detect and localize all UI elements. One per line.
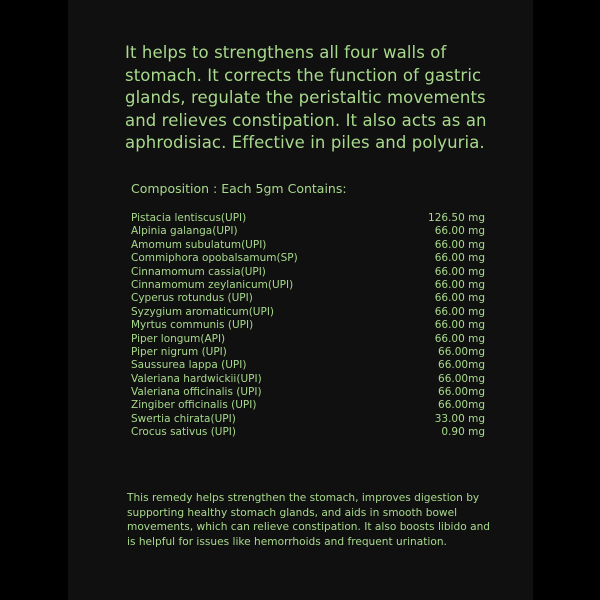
ingredient-row xyxy=(131,319,485,332)
ingredient-row xyxy=(131,359,485,372)
ingredient-quantity: 66.00mg xyxy=(438,359,485,372)
ingredient-name: Alpinia galanga(UPI) xyxy=(131,225,238,238)
ingredient-row xyxy=(131,346,485,359)
ingredient-name: Valeriana officinalis (UPI) xyxy=(131,386,262,399)
ingredient-name: Valeriana hardwickii(UPI) xyxy=(131,372,262,385)
ingredient-quantity: 66.00 mg xyxy=(434,238,485,251)
ingredient-row xyxy=(131,413,485,426)
ingredient-name: Crocus sativus (UPI) xyxy=(131,426,236,439)
ingredient-name: Swertia chirata(UPI) xyxy=(131,412,236,425)
ingredient-quantity: 33.00 mg xyxy=(434,412,485,425)
ingredient-quantity: 66.00mg xyxy=(438,386,485,399)
composition-heading: Composition : Each 5gm Contains: xyxy=(131,181,347,196)
ingredient-quantity: 0.90 mg xyxy=(441,426,485,439)
ingredient-name: Syzygium aromaticum(UPI) xyxy=(131,305,275,318)
ingredient-row xyxy=(131,252,485,265)
ingredient-row xyxy=(131,279,485,292)
ingredient-quantity: 66.00mg xyxy=(438,399,485,412)
ingredient-quantity: 66.00 mg xyxy=(434,225,485,238)
ingredient-name: Zingiber officinalis (UPI) xyxy=(131,399,257,412)
ingredient-quantity: 66.00 mg xyxy=(434,305,485,318)
ingredient-quantity: 66.00 mg xyxy=(434,319,485,332)
ingredient-name: Piper nigrum (UPI) xyxy=(131,345,227,358)
ingredient-quantity: 66.00 mg xyxy=(434,252,485,265)
intro-paragraph: It helps to strengthens all four walls of stomach. It corrects the function of gastric glands, regulate the peristaltic movements and relieves constipation. It also acts as an aphrodisiac. Effective in piles and polyuria. xyxy=(125,43,487,152)
ingredient-row xyxy=(131,333,485,346)
ingredient-row xyxy=(131,373,485,386)
ingredient-name: Cinnamomum cassia(UPI) xyxy=(131,265,266,278)
ingredient-name: Saussurea lappa (UPI) xyxy=(131,359,247,372)
ingredient-quantity: 66.00 mg xyxy=(434,265,485,278)
ingredient-quantity: 66.00 mg xyxy=(434,292,485,305)
ingredient-name: Amomum subulatum(UPI) xyxy=(131,238,267,251)
ingredient-quantity: 66.00mg xyxy=(438,345,485,358)
ingredient-row xyxy=(131,306,485,319)
ingredient-list xyxy=(131,212,485,440)
ingredient-name: Pistacia lentiscus(UPI) xyxy=(131,212,247,224)
summary-paragraph: This remedy helps strengthen the stomach, improves digestion by supporting healthy stomach glands, and aids in smooth bowel movements, which can relieve constipation. It also boosts libido and is helpful for issues like hemorrhoids and frequent urination. xyxy=(127,492,491,548)
ingredient-name: Commiphora opobalsamum(SP) xyxy=(131,252,298,265)
ingredient-quantity: 66.00 mg xyxy=(434,332,485,345)
ingredient-row xyxy=(131,292,485,305)
ingredient-row xyxy=(131,426,485,439)
ingredient-row xyxy=(131,239,485,252)
ingredient-name: Cyperus rotundus (UPI) xyxy=(131,292,253,305)
ingredient-name: Piper longum(API) xyxy=(131,332,226,345)
ingredient-name: Cinnamomum zeylanicum(UPI) xyxy=(131,278,294,291)
ingredient-quantity: 66.00 mg xyxy=(434,278,485,291)
ingredient-row xyxy=(131,212,485,225)
ingredient-row xyxy=(131,399,485,412)
ingredient-name: Myrtus communis (UPI) xyxy=(131,319,254,332)
ingredient-row xyxy=(131,266,485,279)
ingredient-quantity: 66.00mg xyxy=(438,372,485,385)
ingredient-row xyxy=(131,386,485,399)
ingredient-quantity: 126.50 mg xyxy=(428,212,485,224)
ingredient-row xyxy=(131,225,485,238)
